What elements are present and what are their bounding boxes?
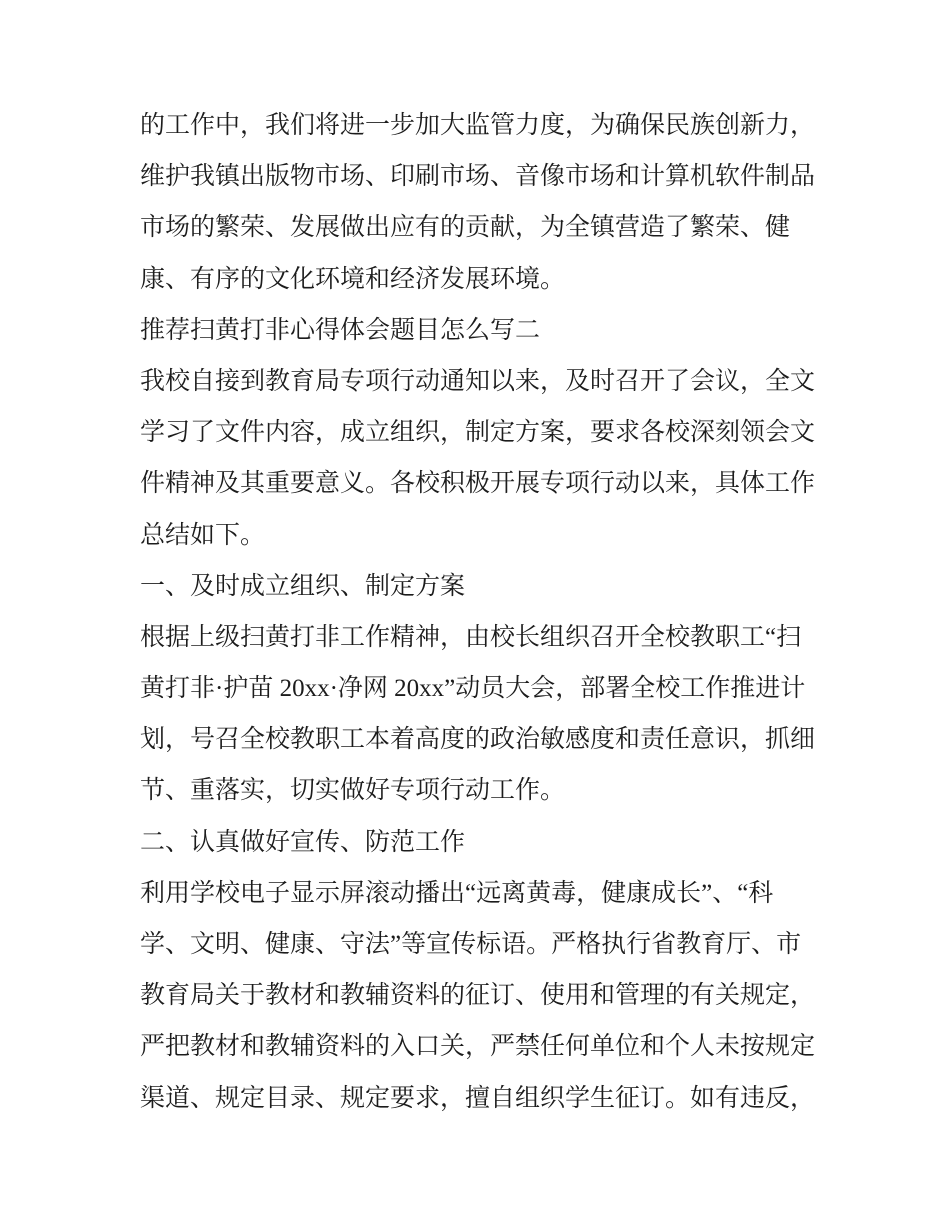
text-line-13: 划，号召全校教职工本着高度的政治敏感度和责任意识，抓细	[140, 726, 816, 754]
document-text-block	[140, 100, 835, 1124]
text-line-2: 维护我镇出版物市场、印刷市场、音像市场和计算机软件制品	[140, 163, 816, 191]
text-line-18: 教育局关于教材和教辅资料的征订、使用和管理的有关规定，	[140, 982, 816, 1010]
text-line-12: 黄打非·护苗 20xx·净网 20xx”动员大会，部署全校工作推进计	[140, 675, 806, 703]
text-line-19: 严把教材和教辅资料的入口关，严禁任何单位和个人未按规定	[140, 1033, 816, 1061]
text-line-6: 我校自接到教育局专项行动通知以来，及时召开了会议，全文	[140, 367, 816, 395]
text-line-3: 市场的繁荣、发展做出应有的贡献，为全镇营造了繁荣、健	[140, 214, 791, 242]
text-line-8: 件精神及其重要意义。各校积极开展专项行动以来，具体工作	[140, 470, 816, 498]
text-line-7: 学习了文件内容，成立组织，制定方案，要求各校深刻领会文	[140, 419, 816, 447]
text-line-15: 二、认真做好宣传、防范工作	[140, 828, 466, 856]
text-line-9: 总结如下。	[140, 521, 266, 549]
text-line-5: 推荐扫黄打非心得体会题目怎么写二	[140, 316, 541, 344]
text-line-17: 学、文明、健康、守法”等宣传标语。严格执行省教育厅、市	[140, 931, 802, 958]
text-line-11: 根据上级扫黄打非工作精神，由校长组织召开全校教职工“扫	[140, 623, 802, 651]
text-line-1: 的工作中，我们将进一步加大监管力度，为确保民族创新力，	[140, 112, 816, 139]
text-line-10: 一、及时成立组织、制定方案	[140, 572, 466, 600]
text-line-16: 利用学校电子显示屏滚动播出“远离黄毒，健康成长”、“科	[140, 879, 774, 907]
text-line-14: 节、重落实，切实做好专项行动工作。	[140, 777, 566, 805]
text-line-4: 康、有序的文化环境和经济发展环境。	[140, 265, 566, 293]
text-line-20: 渠道、规定目录、规定要求，擅自组织学生征订。如有违反，	[140, 1084, 816, 1112]
